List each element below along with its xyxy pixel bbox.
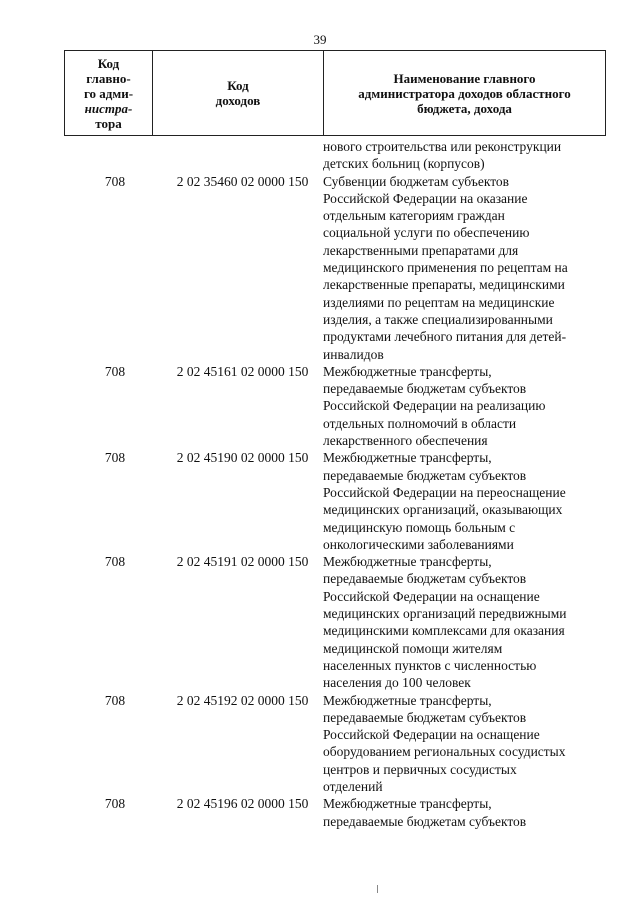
income-name-line: передаваемые бюджетам субъектов: [323, 813, 527, 829]
admin-code-cell: 708: [104, 554, 126, 570]
income-name-line: социальной услуги по обеспечению: [323, 225, 530, 241]
page-number: 39: [313, 32, 327, 47]
table-body: [64, 138, 606, 830]
income-name-line: медицинских организаций, оказывающих: [323, 502, 563, 518]
table-row: [64, 138, 606, 173]
admin-code-cell: [64, 138, 160, 173]
income-name-line: Межбюджетные трансферты,: [323, 692, 492, 708]
income-code-cell: 2 02 45161 02 0000 150: [176, 363, 309, 379]
income-name-line: оборудованием региональных сосудистых: [323, 744, 566, 760]
income-name-line: передаваемые бюджетам субъектов: [323, 467, 527, 483]
income-code-cell: 2 02 45192 02 0000 150: [176, 692, 309, 708]
table-header: [64, 50, 606, 136]
header-name: [324, 51, 605, 135]
scan-mark: [377, 885, 378, 893]
income-name-line: изделиями по рецептам на медицинские: [323, 294, 555, 310]
income-name-line: детских больниц (корпусов): [323, 156, 485, 172]
table-row: [64, 363, 606, 449]
income-name-line: передаваемые бюджетам субъектов: [323, 571, 527, 587]
income-name-cell: [321, 795, 606, 830]
income-name-line: Российской Федерации на оснащение: [323, 727, 540, 743]
income-name-line: отдельных полномочий в области: [323, 415, 517, 431]
income-code-cell: 2 02 45191 02 0000 150: [176, 554, 309, 570]
header-code-line: Код: [227, 78, 249, 93]
table-row: [64, 692, 606, 796]
header-name-line: Наименование главного: [393, 70, 536, 86]
income-name-line: нового строительства или реконструкции: [323, 139, 562, 154]
income-name-line: продуктами лечебного питания для детей-: [323, 329, 567, 345]
income-code-cell: 2 02 35460 02 0000 150: [176, 173, 309, 189]
income-name-line: изделия, а также специализированными: [323, 311, 553, 327]
income-name-line: медицинскими комплексами для оказания: [323, 623, 565, 639]
income-name-cell: [321, 692, 606, 796]
income-name-line: Российской Федерации на переоснащение: [323, 484, 566, 500]
income-name-line: медицинского применения по рецептам на: [323, 260, 568, 276]
income-name-line: Межбюджетные трансферты,: [323, 796, 492, 812]
income-name-line: медицинскую помощь больным с: [323, 519, 516, 535]
table-row: [64, 449, 606, 553]
income-name-line: медицинской помощи жителям: [323, 640, 503, 656]
header-income-code: [153, 51, 324, 135]
income-name-cell: [321, 363, 606, 449]
header-admin-code: [65, 51, 153, 135]
table-row: [64, 795, 606, 830]
income-name-line: населенных пунктов с численностью: [323, 657, 537, 673]
income-code-cell: [160, 138, 321, 173]
admin-code-cell: 708: [104, 796, 126, 812]
income-name-line: инвалидов: [323, 346, 384, 362]
header-admin-line: Код: [97, 55, 120, 71]
income-name-line: Межбюджетные трансферты,: [323, 554, 492, 570]
income-name-line: лекарственного обеспечения: [323, 433, 488, 449]
income-name-line: центров и первичных сосудистых: [323, 761, 517, 777]
income-name-line: Межбюджетные трансферты,: [323, 450, 492, 466]
header-name-line: бюджета, дохода: [417, 100, 512, 116]
income-name-line: онкологическими заболеваниями: [323, 536, 514, 552]
income-name-line: Российской Федерации на оказание: [323, 190, 528, 206]
table-row: [64, 553, 606, 691]
income-name-line: передаваемые бюджетам субъектов: [323, 381, 527, 397]
header-admin-line: нистра-: [84, 100, 133, 116]
income-name-line: отделений: [323, 778, 383, 794]
income-name-line: Российской Федерации на реализацию: [323, 398, 546, 414]
income-name-line: Российской Федерации на оснащение: [323, 588, 540, 604]
income-name-line: населения до 100 человек: [323, 675, 471, 691]
header-admin-line: го адми-: [83, 85, 134, 101]
income-name-cell: [321, 449, 606, 553]
income-code-cell: 2 02 45196 02 0000 150: [176, 796, 309, 812]
income-name-cell: [321, 138, 606, 173]
income-name-line: лекарственными препаратами для: [323, 242, 519, 258]
income-name-line: передаваемые бюджетам субъектов: [323, 709, 527, 725]
header-code-line: доходов: [215, 93, 261, 108]
admin-code-cell: 708: [104, 450, 126, 466]
header-admin-line: тора: [95, 115, 122, 131]
admin-code-cell: 708: [104, 692, 126, 708]
income-name-line: Субвенции бюджетам субъектов: [323, 173, 510, 189]
income-code-cell: 2 02 45190 02 0000 150: [176, 450, 309, 466]
header-admin-line: главно-: [86, 70, 131, 86]
income-name-cell: [321, 173, 606, 363]
admin-code-cell: 708: [104, 173, 126, 189]
admin-code-cell: 708: [104, 363, 126, 379]
header-name-line: администратора доходов областного: [358, 85, 571, 101]
table-row: [64, 173, 606, 363]
income-name-line: Межбюджетные трансферты,: [323, 363, 492, 379]
income-name-line: лекарственные препараты, медицинскими: [323, 277, 565, 293]
income-name-line: медицинских организаций передвижными: [323, 606, 567, 622]
income-name-line: отдельным категориям граждан: [323, 208, 505, 224]
income-name-cell: [321, 553, 606, 691]
